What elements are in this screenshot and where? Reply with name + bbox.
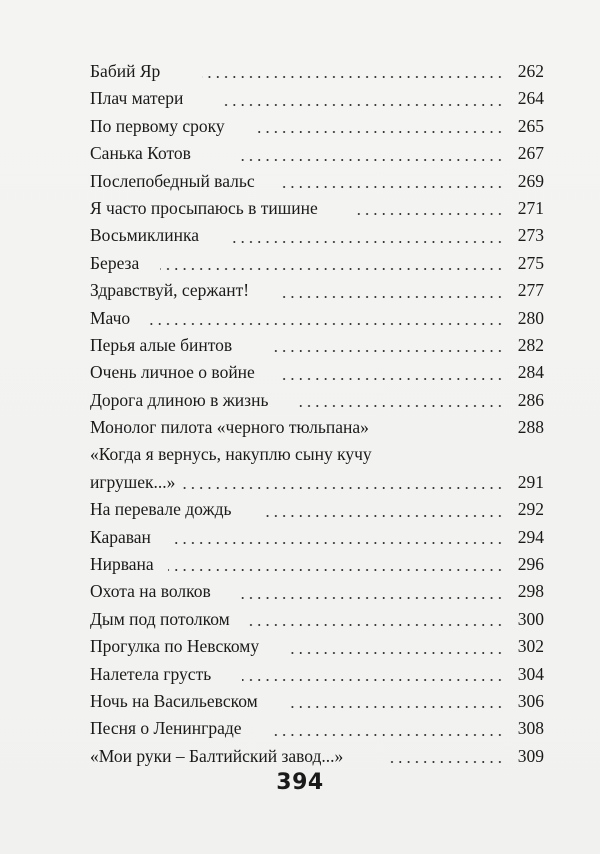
toc-entry-title: Налетела грусть — [90, 663, 212, 684]
toc-entry-title: Караван — [90, 526, 151, 547]
toc-entry-page: 292 — [517, 499, 544, 520]
toc-entry — [90, 633, 544, 660]
dot-leader — [262, 515, 504, 517]
dot-leader — [168, 569, 504, 571]
toc-entry-title: Береза — [90, 252, 140, 273]
toc-entry — [90, 195, 544, 222]
dot-leader — [286, 652, 504, 654]
toc-entry-title: Бабий Яр — [90, 61, 161, 81]
dot-leader — [386, 761, 504, 763]
toc-entry — [90, 58, 544, 85]
toc-entry — [90, 332, 544, 359]
toc-entry-page: 284 — [517, 362, 544, 383]
dot-leader — [238, 597, 504, 599]
toc-entry — [90, 441, 544, 496]
toc-entry-page: 264 — [517, 88, 544, 109]
toc-entry — [90, 250, 544, 277]
toc-entry-page: 282 — [517, 334, 544, 355]
toc-entry — [90, 524, 544, 551]
toc-entry-title: Перья алые бинтов — [90, 334, 233, 355]
dot-leader — [146, 323, 504, 325]
toc-entry-title: Нирвана — [90, 554, 154, 575]
table-of-contents — [90, 58, 544, 770]
toc-entry-page: 291 — [517, 471, 544, 492]
toc-entry — [90, 387, 544, 414]
dot-leader — [202, 76, 504, 78]
dot-leader — [182, 487, 504, 489]
toc-entry — [90, 661, 544, 688]
toc-entry-title: Санька Котов — [90, 143, 191, 164]
toc-entry — [90, 140, 544, 167]
dot-leader — [270, 350, 504, 352]
toc-entry-page: 306 — [517, 690, 544, 711]
toc-entry — [90, 496, 544, 523]
dot-leader — [296, 405, 504, 407]
toc-entry-title: Монолог пилота «черного тюльпана» — [90, 417, 369, 438]
toc-entry — [90, 113, 544, 140]
dot-leader — [238, 159, 504, 161]
dot-leader — [248, 624, 504, 626]
toc-entry-page: 308 — [517, 718, 544, 739]
page-number: 394 — [276, 770, 324, 795]
dot-leader — [230, 241, 504, 243]
toc-entry-title: «Когда я вернусь, накуплю сыну кучу игрушек...» — [90, 444, 372, 492]
toc-entry-page: 288 — [517, 417, 544, 438]
toc-entry-page: 294 — [517, 526, 544, 547]
toc-entry — [90, 715, 544, 742]
toc-entry-title: Мачо — [90, 307, 131, 328]
toc-entry-title: По первому сроку — [90, 115, 225, 136]
toc-entry — [90, 168, 544, 195]
toc-entry — [90, 414, 544, 441]
toc-entry — [90, 85, 544, 112]
toc-entry-title: Очень личное о войне — [90, 362, 255, 383]
dot-leader — [280, 186, 504, 188]
dot-leader — [280, 378, 504, 380]
dot-leader — [286, 706, 504, 708]
dot-leader — [242, 679, 504, 681]
toc-entry-title: Ночь на Васильевском — [90, 691, 258, 711]
toc-entry-title: Прогулка по Невскому — [90, 636, 260, 657]
toc-entry — [90, 305, 544, 332]
toc-entry — [90, 551, 544, 578]
toc-entry-title: Дорога длиною в жизнь — [90, 389, 269, 410]
toc-entry-page: 265 — [517, 115, 544, 136]
dot-leader — [170, 542, 504, 544]
toc-entry — [90, 359, 544, 386]
dot-leader — [270, 734, 504, 736]
dot-leader — [222, 104, 504, 106]
toc-entry-page: 300 — [517, 608, 544, 629]
toc-entry-page: 296 — [517, 554, 544, 575]
toc-entry-page: 309 — [517, 745, 544, 766]
toc-entry-title: Здравствуй, сержант! — [90, 280, 250, 301]
toc-entry-page: 280 — [517, 307, 544, 328]
toc-entry — [90, 688, 544, 715]
toc-entry-page: 262 — [517, 60, 544, 81]
dot-leader — [280, 296, 504, 298]
dot-leader — [254, 131, 504, 133]
toc-entry-title: Восьмиклинка — [90, 225, 200, 246]
toc-entry-page: 271 — [517, 197, 544, 218]
toc-entry-title: «Мои руки – Балтийский завод...» — [90, 745, 344, 766]
toc-entry — [90, 277, 544, 304]
toc-entry-page: 298 — [517, 581, 544, 602]
toc-entry-title: Я часто просыпаюсь в тишине — [90, 197, 318, 218]
toc-entry — [90, 743, 544, 770]
toc-entry-page: 302 — [517, 636, 544, 657]
toc-entry-page: 275 — [517, 252, 544, 273]
toc-entry — [90, 578, 544, 605]
toc-entry — [90, 606, 544, 633]
toc-entry-page: 267 — [517, 143, 544, 164]
toc-entry-title: Песня о Ленинграде — [90, 718, 242, 739]
toc-entry-page: 269 — [517, 170, 544, 191]
toc-entry-title: На перевале дождь — [90, 499, 232, 520]
dot-leader — [352, 213, 504, 215]
toc-entry-page: 277 — [517, 280, 544, 301]
toc-entry-title: Охота на волков — [90, 581, 211, 602]
toc-entry-page: 273 — [517, 225, 544, 246]
toc-entry-page: 304 — [517, 663, 544, 684]
toc-entry-title: Послепобедный вальс — [90, 170, 255, 191]
toc-entry-title: Плач матери — [90, 88, 184, 109]
toc-entry-page: 286 — [517, 389, 544, 410]
toc-entry — [90, 222, 544, 249]
toc-entry-title: Дым под потолком — [90, 608, 230, 629]
dot-leader — [160, 268, 504, 270]
